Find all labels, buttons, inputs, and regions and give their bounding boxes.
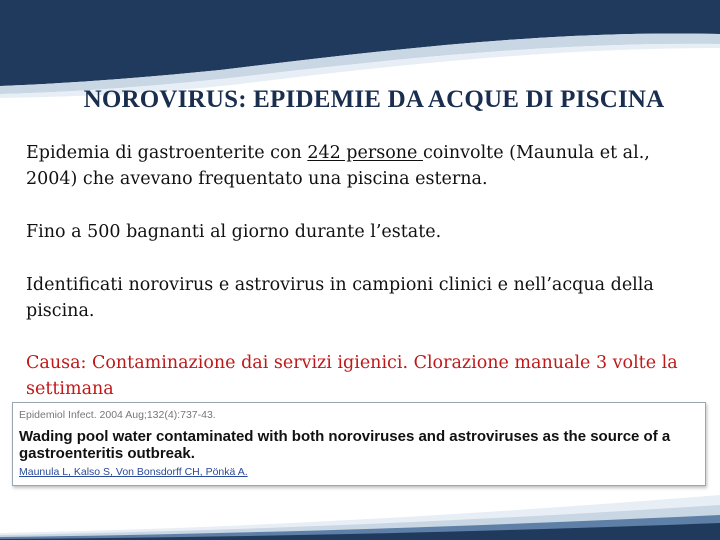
slide-title: NOROVIRUS: EPIDEMIE DA ACQUE DI PISCINA [83, 86, 665, 113]
citation-screenshot [12, 402, 706, 486]
citation-journal: Epidemiol Infect. 2004 Aug;132(4):737-43. [19, 409, 216, 421]
header-wave-decoration [0, 0, 720, 100]
citation-authors [19, 466, 248, 478]
paragraph-cause: Causa: Contaminazione dai servizi igienici. Clorazione manuale 3 volte la settimana [26, 353, 678, 399]
people-count-highlight: 242 persone [307, 143, 423, 163]
footer-wave-decoration [0, 485, 720, 540]
citation-article-title: Wading pool water contaminated with both noroviruses and astroviruses as the source of a gastroenteritis outbreak. [19, 428, 671, 462]
paragraph-outbreak-start: Epidemia di gastroenterite con [26, 143, 308, 163]
paragraph-outbreak [26, 140, 696, 192]
paragraph-identified-viruses: Identificati norovirus e astrovirus in campioni clinici e nell’acqua della piscina. [26, 275, 654, 321]
paragraph-outbreak-end: coinvolte (Maunula et al., 2004) che avevano frequentato una piscina esterna. [26, 143, 650, 189]
paragraph-bathers: Fino a 500 bagnanti al giorno durante l’estate. [26, 222, 442, 242]
citation-authors-link[interactable]: Maunula L, Kalso S, Von Bonsdorff CH, Pönkä A. [19, 466, 248, 478]
